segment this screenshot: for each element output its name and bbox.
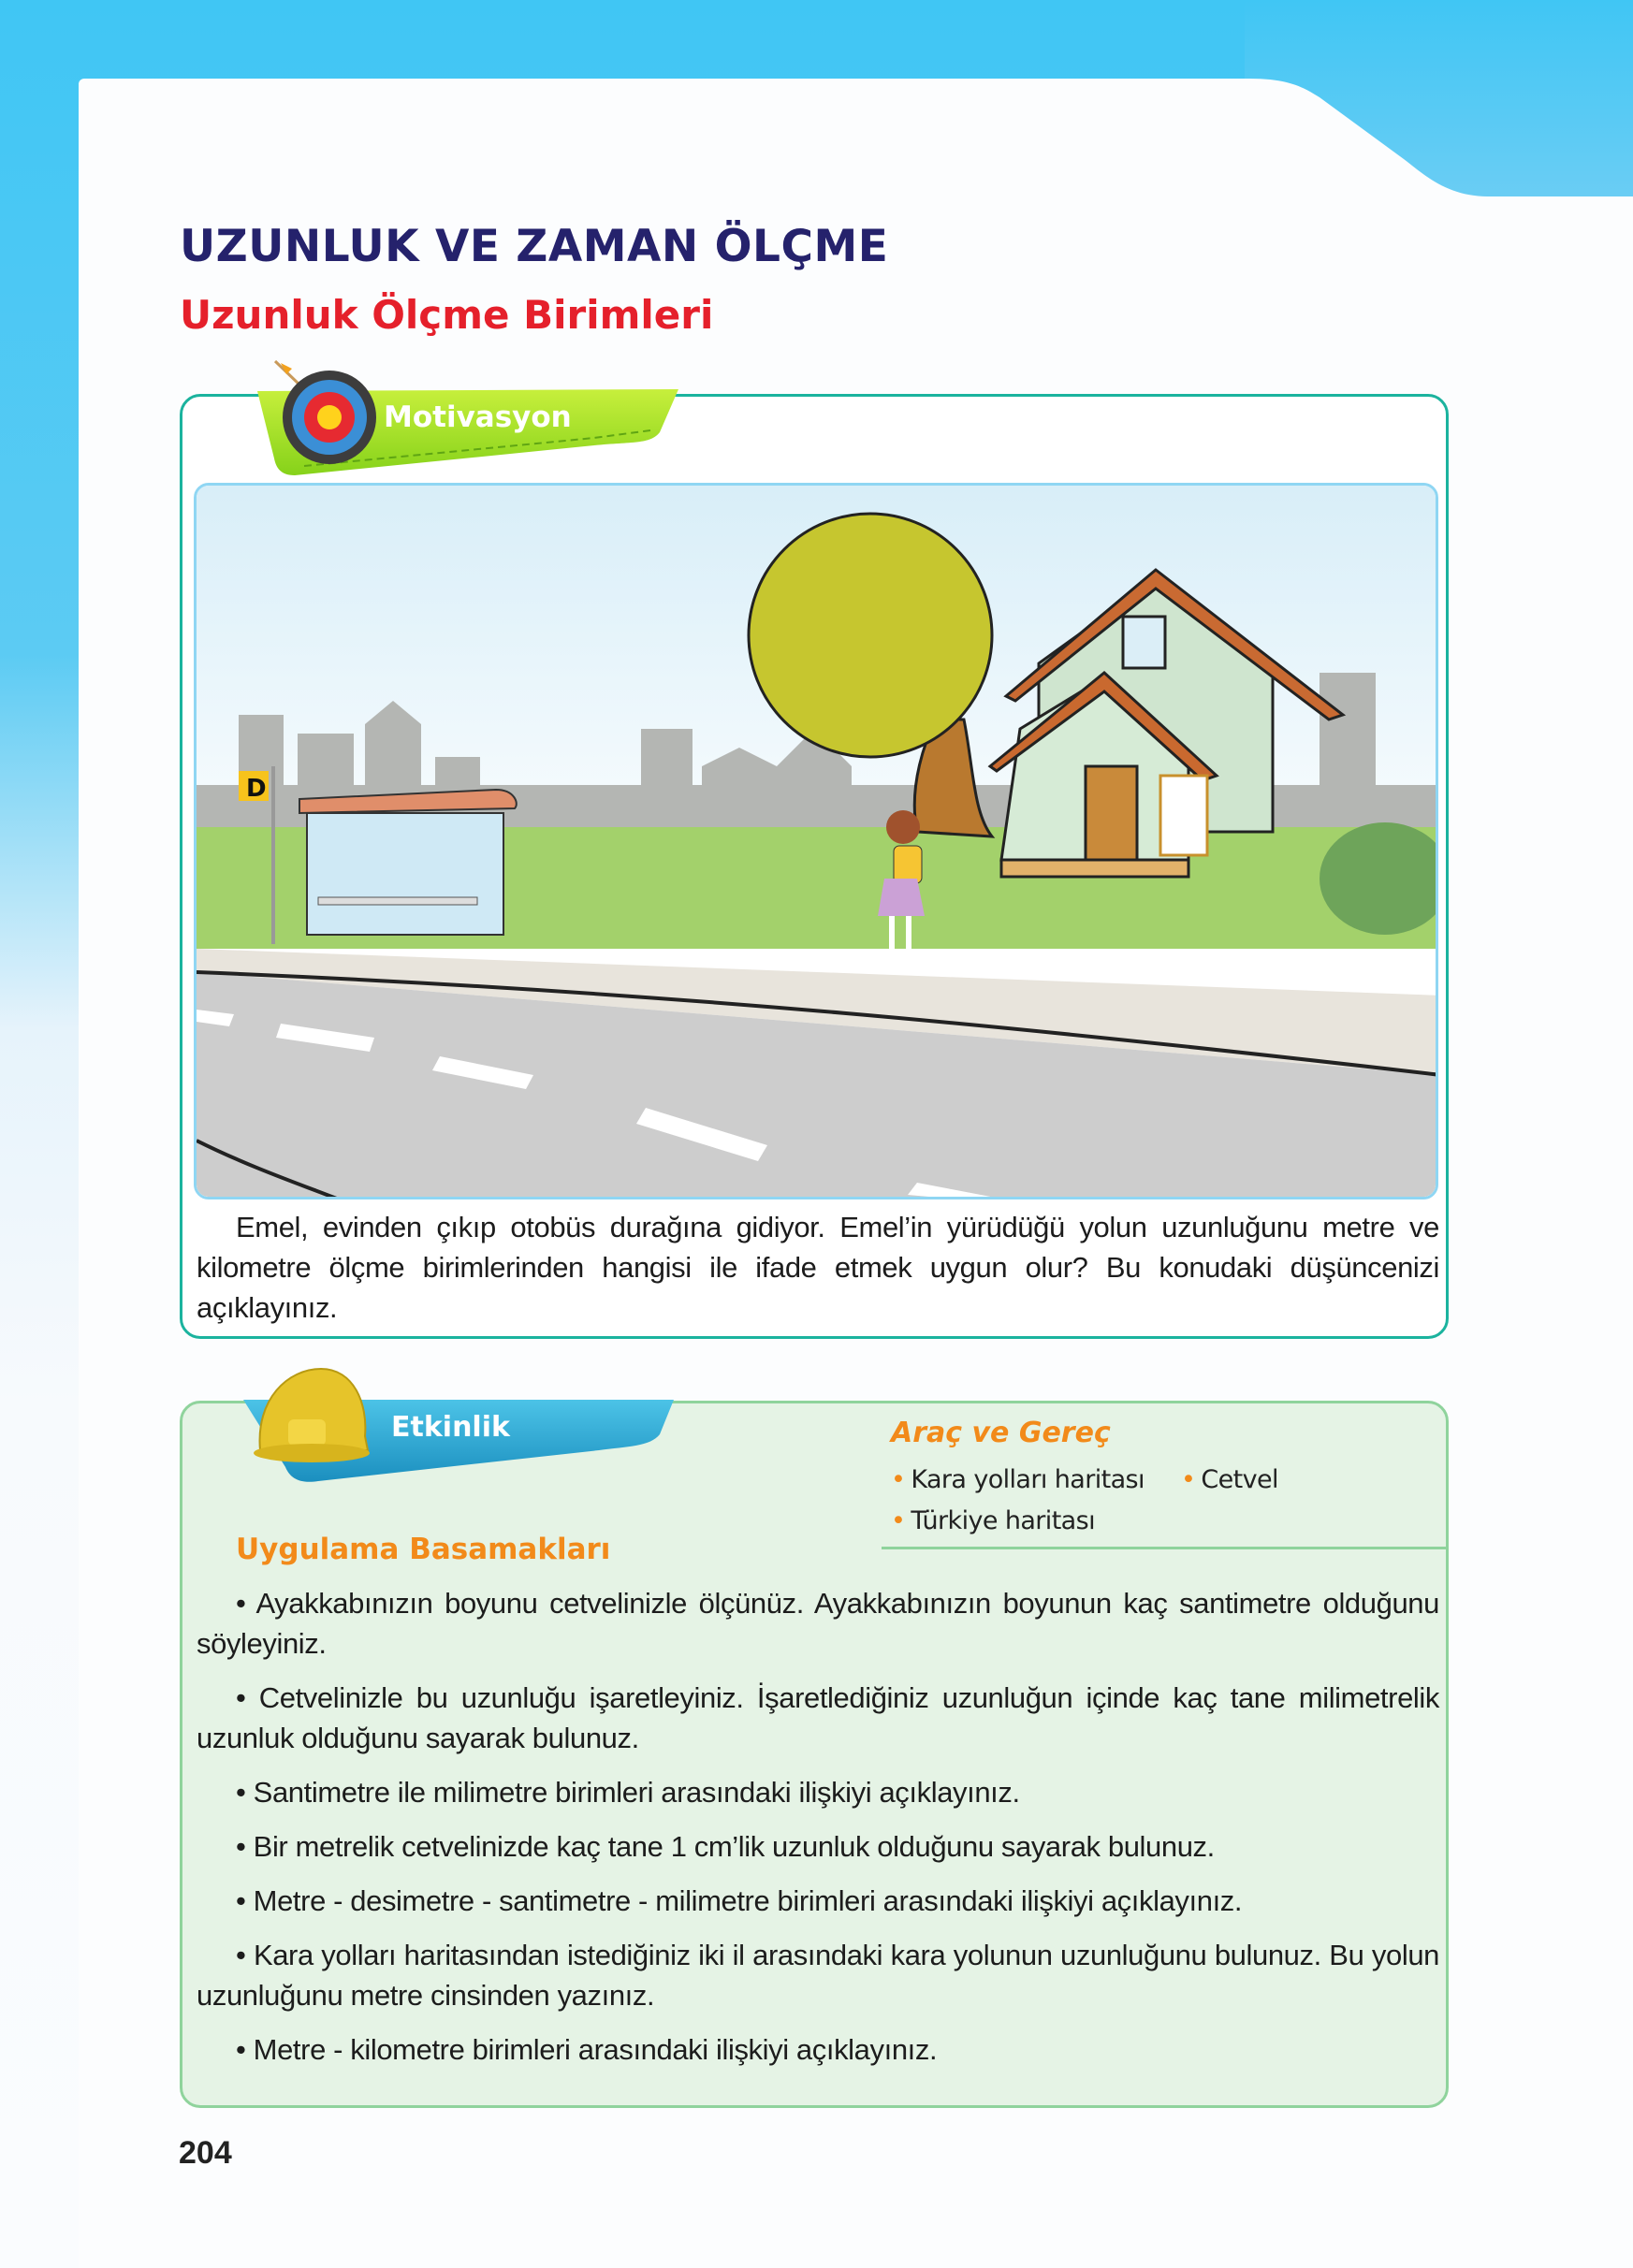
step-item: • Bir metrelik cetvelinizde kaç tane 1 cm’lik uzunluk olduğunu sayarak bulunuz. [236,1830,1215,1863]
tool-item: • Türkiye haritası [891,1506,1095,1535]
top-banner-wave [0,0,1633,215]
tool-item: • Cetvel [1181,1465,1278,1494]
tools-panel [882,1411,1449,1549]
street-scene-image [197,486,1438,1199]
svg-text:D: D [246,775,267,803]
steps-list [197,1583,1439,2084]
activity-label: Etkinlik [391,1411,510,1444]
motivation-illustration [194,483,1438,1199]
steps-title: Uygulama Basamakları [236,1533,611,1566]
step-item: • Cetvelinizle bu uzunluğu işaretleyiniz. İşaretlediğiniz uzunluğun içinde kaç tane milimetrelik uzunluk olduğunu sayarak bulunuz. [197,1681,1439,1754]
step-item: • Kara yolları haritasından istediğiniz iki il arasındaki kara yolunun uzunluğunu bulunuz. Bu yolun uzunluğunu metre cinsinden yazınız. [197,1939,1439,2012]
step-item: • Santimetre ile milimetre birimleri arasındaki ilişkiyi açıklayınız. [236,1776,1020,1809]
hard-hat-icon [251,1361,372,1469]
section-title: Uzunluk Ölçme Birimleri [180,292,714,338]
tool-item: • Kara yolları haritası [891,1465,1145,1494]
page-number: 204 [179,2135,232,2171]
chapter-title: UZUNLUK VE ZAMAN ÖLÇME [180,221,889,272]
motivation-question: Emel, evinden çıkıp otobüs durağına gidiyor. Emel’in yürüdüğü yolun uzunluğunu metre ve kilometre ölçme birimlerinden hangisi ile ifade etmek uygun olur? Bu konudaki düşüncenizi açıklayınız. [197,1211,1439,1324]
step-item: • Metre - kilometre birimleri arasındaki ilişkiyi açıklayınız. [236,2033,938,2066]
tools-title: Araç ve Gereç [891,1417,1111,1449]
step-item: • Metre - desimetre - santimetre - milimetre birimleri arasındaki ilişkiyi açıklayınız. [236,1884,1243,1917]
motivation-label: Motivasyon [384,400,572,434]
target-arrow-icon [271,356,384,477]
step-item: • Ayakkabınızın boyunu cetvelinizle ölçünüz. Ayakkabınızın boyunun kaç santimetre olduğunu söyleyiniz. [197,1587,1439,1660]
